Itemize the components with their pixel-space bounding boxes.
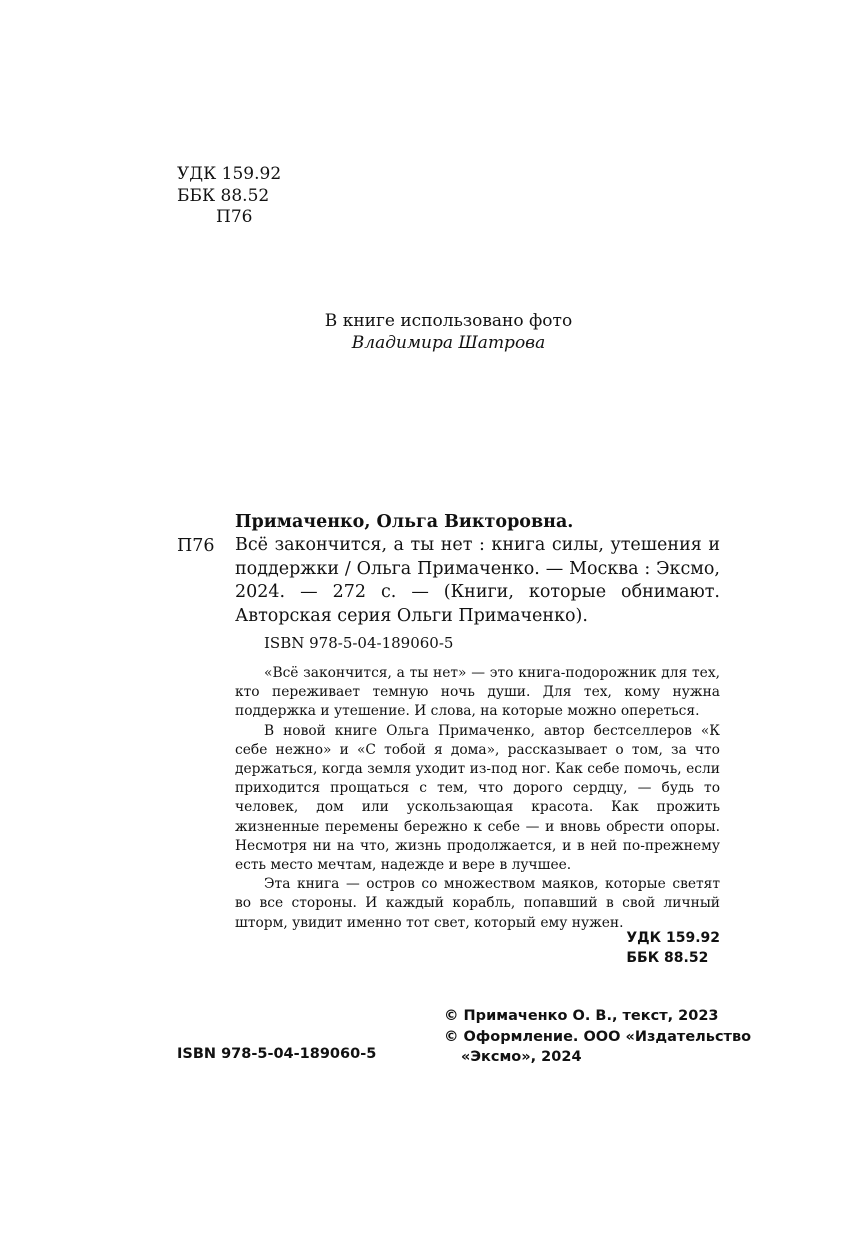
annotation-codes [626, 929, 720, 968]
classification-codes [177, 164, 281, 229]
annotation-bbk: ББК 88.52 [626, 949, 709, 966]
photo-credit [0, 310, 845, 354]
annotation-paragraph: Эта книга — остров со множеством маяков, которые светят во все стороны. И каждый корабль, попавший в свой личный шторм, увидит именно тот свет, который ему нужен. [235, 876, 720, 931]
udk-code: УДК 159.92 [177, 164, 282, 184]
photographer-name: Владимира Шатрова [351, 333, 546, 353]
copyright-text: © Примаченко О. В., текст, 2023 [444, 1008, 719, 1024]
photo-credit-line: В книге использовано фото [324, 311, 573, 331]
annotation-udk: УДК 159.92 [626, 930, 720, 946]
annotation-paragraph: «Всё закончится, а ты нет» — это книга-подорожник для тех, кто переживает темную ночь души. Для тех, кому нужна поддержка и утешение. И слова, на которые можно опереться. [235, 665, 720, 720]
description-text: Всё закончится, а ты нет : книга силы, утешения и поддержки / Ольга Примаченко. — Москва : Эксмо, 2024. — 272 с. — (Книги, которые обнимают. Авторская серия Ольги Примаченко). [235, 535, 720, 626]
annotation [235, 664, 720, 933]
annotation-paragraph: В новой книге Ольга Примаченко, автор бестселлеров «К себе нежно» и «С тобой я дома», рассказывает о том, за что держаться, когда земля уходит из-под ног. Как себе помочь, если приходится прощаться с тем, что дорого сердцу, — будь то человек, дом или ускользающая красота. Как прожить жизненные перемены бережно к себе — и вновь обрести опоры. Несмотря ни на что, жизнь продолжается, и в ней по-прежнему есть место мечтам, надежде и вере в лучшее. [235, 722, 720, 874]
author-mark: П76 [216, 207, 253, 227]
entry-author: Примаченко, Ольга Викторовна. [235, 512, 574, 532]
copyright-block [444, 1006, 751, 1068]
bbk-code: ББК 88.52 [177, 185, 270, 206]
entry-author-mark: П76 [177, 536, 215, 556]
copyright-design-cont: «Эксмо», 2024 [461, 1049, 582, 1065]
bibliographic-description [235, 534, 720, 628]
footer-isbn: ISBN 978-5-04-189060-5 [177, 1046, 377, 1062]
copyright-design: © Оформление. ООО «Издательство [444, 1028, 752, 1045]
entry-isbn: ISBN 978-5-04-189060-5 [264, 634, 454, 652]
